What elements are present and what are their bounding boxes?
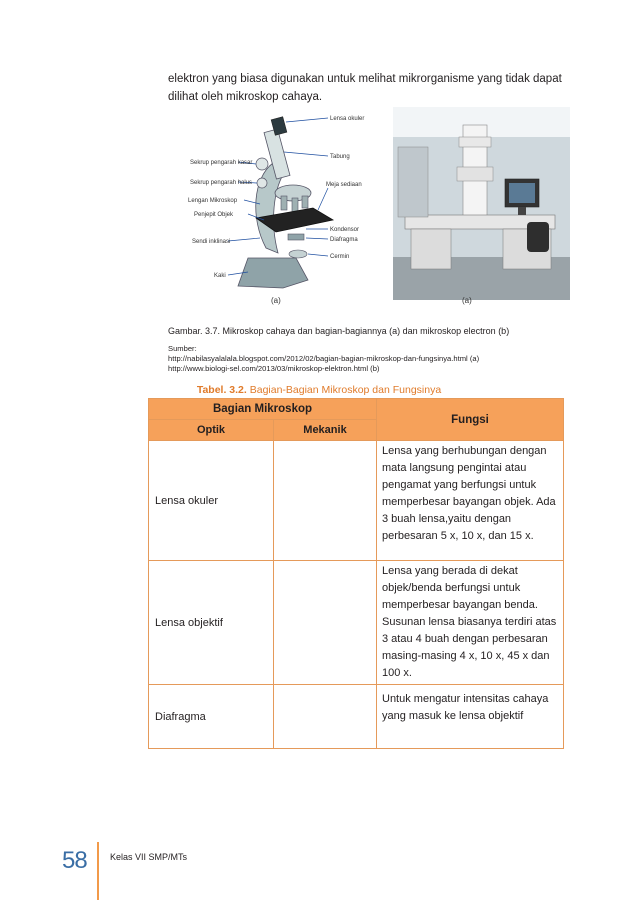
table-title <box>0 384 638 396</box>
label-kondensor: Kondensor <box>330 227 360 233</box>
page-number: 58 <box>62 847 87 874</box>
header-fungsi: Fungsi <box>377 399 564 441</box>
book-title: Kelas VII SMP/MTs <box>110 852 188 862</box>
table-row <box>149 441 564 561</box>
label-sekrup-kasar: Sekrup pengarah kasar <box>190 160 253 166</box>
label-sekrup-halus: Sekrup pengarah halus <box>190 180 253 186</box>
label-kaki: Kaki <box>214 273 226 279</box>
label-lensa-okuler: Lensa okuler <box>330 116 365 122</box>
figure-caption-a: (a) <box>271 296 281 305</box>
table-title-number: Tabel. 3.2. <box>196 384 247 396</box>
header-mekanik: Mekanik <box>274 420 377 441</box>
figure-caption-text: Mikroskop cahaya dan bagian-bagiannya (a) dan mikroskop electron (b) <box>220 326 510 336</box>
source-line-1: http://nabilasyalalala.blogspot.com/2012/02/bagian-bagian-mikroskop-dan-fungsinya.html (a) <box>168 354 480 363</box>
cell-optik: Diafragma <box>149 685 274 749</box>
microscope-parts-table <box>148 398 564 749</box>
figure-caption-b: (a) <box>462 296 472 305</box>
source-block <box>168 344 588 374</box>
cell-mekanik <box>274 685 377 749</box>
table-row <box>149 561 564 685</box>
label-cermin: Cermin <box>330 254 350 260</box>
electron-microscope-photo <box>393 107 570 300</box>
source-label: Sumber: <box>168 344 197 353</box>
header-bagian-mikroskop: Bagian Mikroskop <box>149 399 377 420</box>
cell-fungsi: Untuk mengatur intensitas cahaya yang masuk ke lensa objektif <box>377 685 564 749</box>
cell-optik: Lensa objektif <box>149 561 274 685</box>
cell-fungsi: Lensa yang berhubungan dengan mata langsung pengintai atau pengamat yang berfungsi untuk memperbesar bayangan objek. Ada 3 buah lensa,yaitu dengan perbesaran 5 x, 10 x, dan 15 x. <box>377 441 564 561</box>
cell-optik: Lensa okuler <box>149 441 274 561</box>
light-microscope-diagram <box>178 108 378 303</box>
label-sendi: Sendi inklinasi <box>192 239 231 245</box>
label-lengan: Lengan Mikroskop <box>188 198 238 204</box>
header-optik: Optik <box>149 420 274 441</box>
footer-divider <box>97 842 99 900</box>
table-title-text: Bagian-Bagian Mikroskop dan Fungsinya <box>246 384 442 396</box>
label-tabung: Tabung <box>330 154 350 160</box>
intro-paragraph: elektron yang biasa digunakan untuk melihat mikrorganisme yang tidak dapat dilihat oleh mikroskop cahaya. <box>168 73 562 103</box>
label-diafragma: Diafragma <box>330 237 358 243</box>
figure-caption <box>168 326 509 336</box>
cell-mekanik <box>274 561 377 685</box>
table-row <box>149 685 564 749</box>
label-penjepit: Penjepit Objek <box>194 212 234 218</box>
label-meja-sediaan: Meja sediaan <box>326 182 362 188</box>
source-line-2: http://www.biologi-sel.com/2013/03/mikroskop-elektron.html (b) <box>168 364 380 373</box>
cell-fungsi: Lensa yang berada di dekat objek/benda berfungsi untuk memperbesar bayangan benda. Susunan lensa biasanya terdiri atas 3 atau 4 buah dengan perbesaran masing-masing 4 x, 10 x, 45 x dan 100 x. <box>377 561 564 685</box>
cell-mekanik <box>274 441 377 561</box>
figure-caption-label: Gambar. 3.7. <box>168 326 221 336</box>
